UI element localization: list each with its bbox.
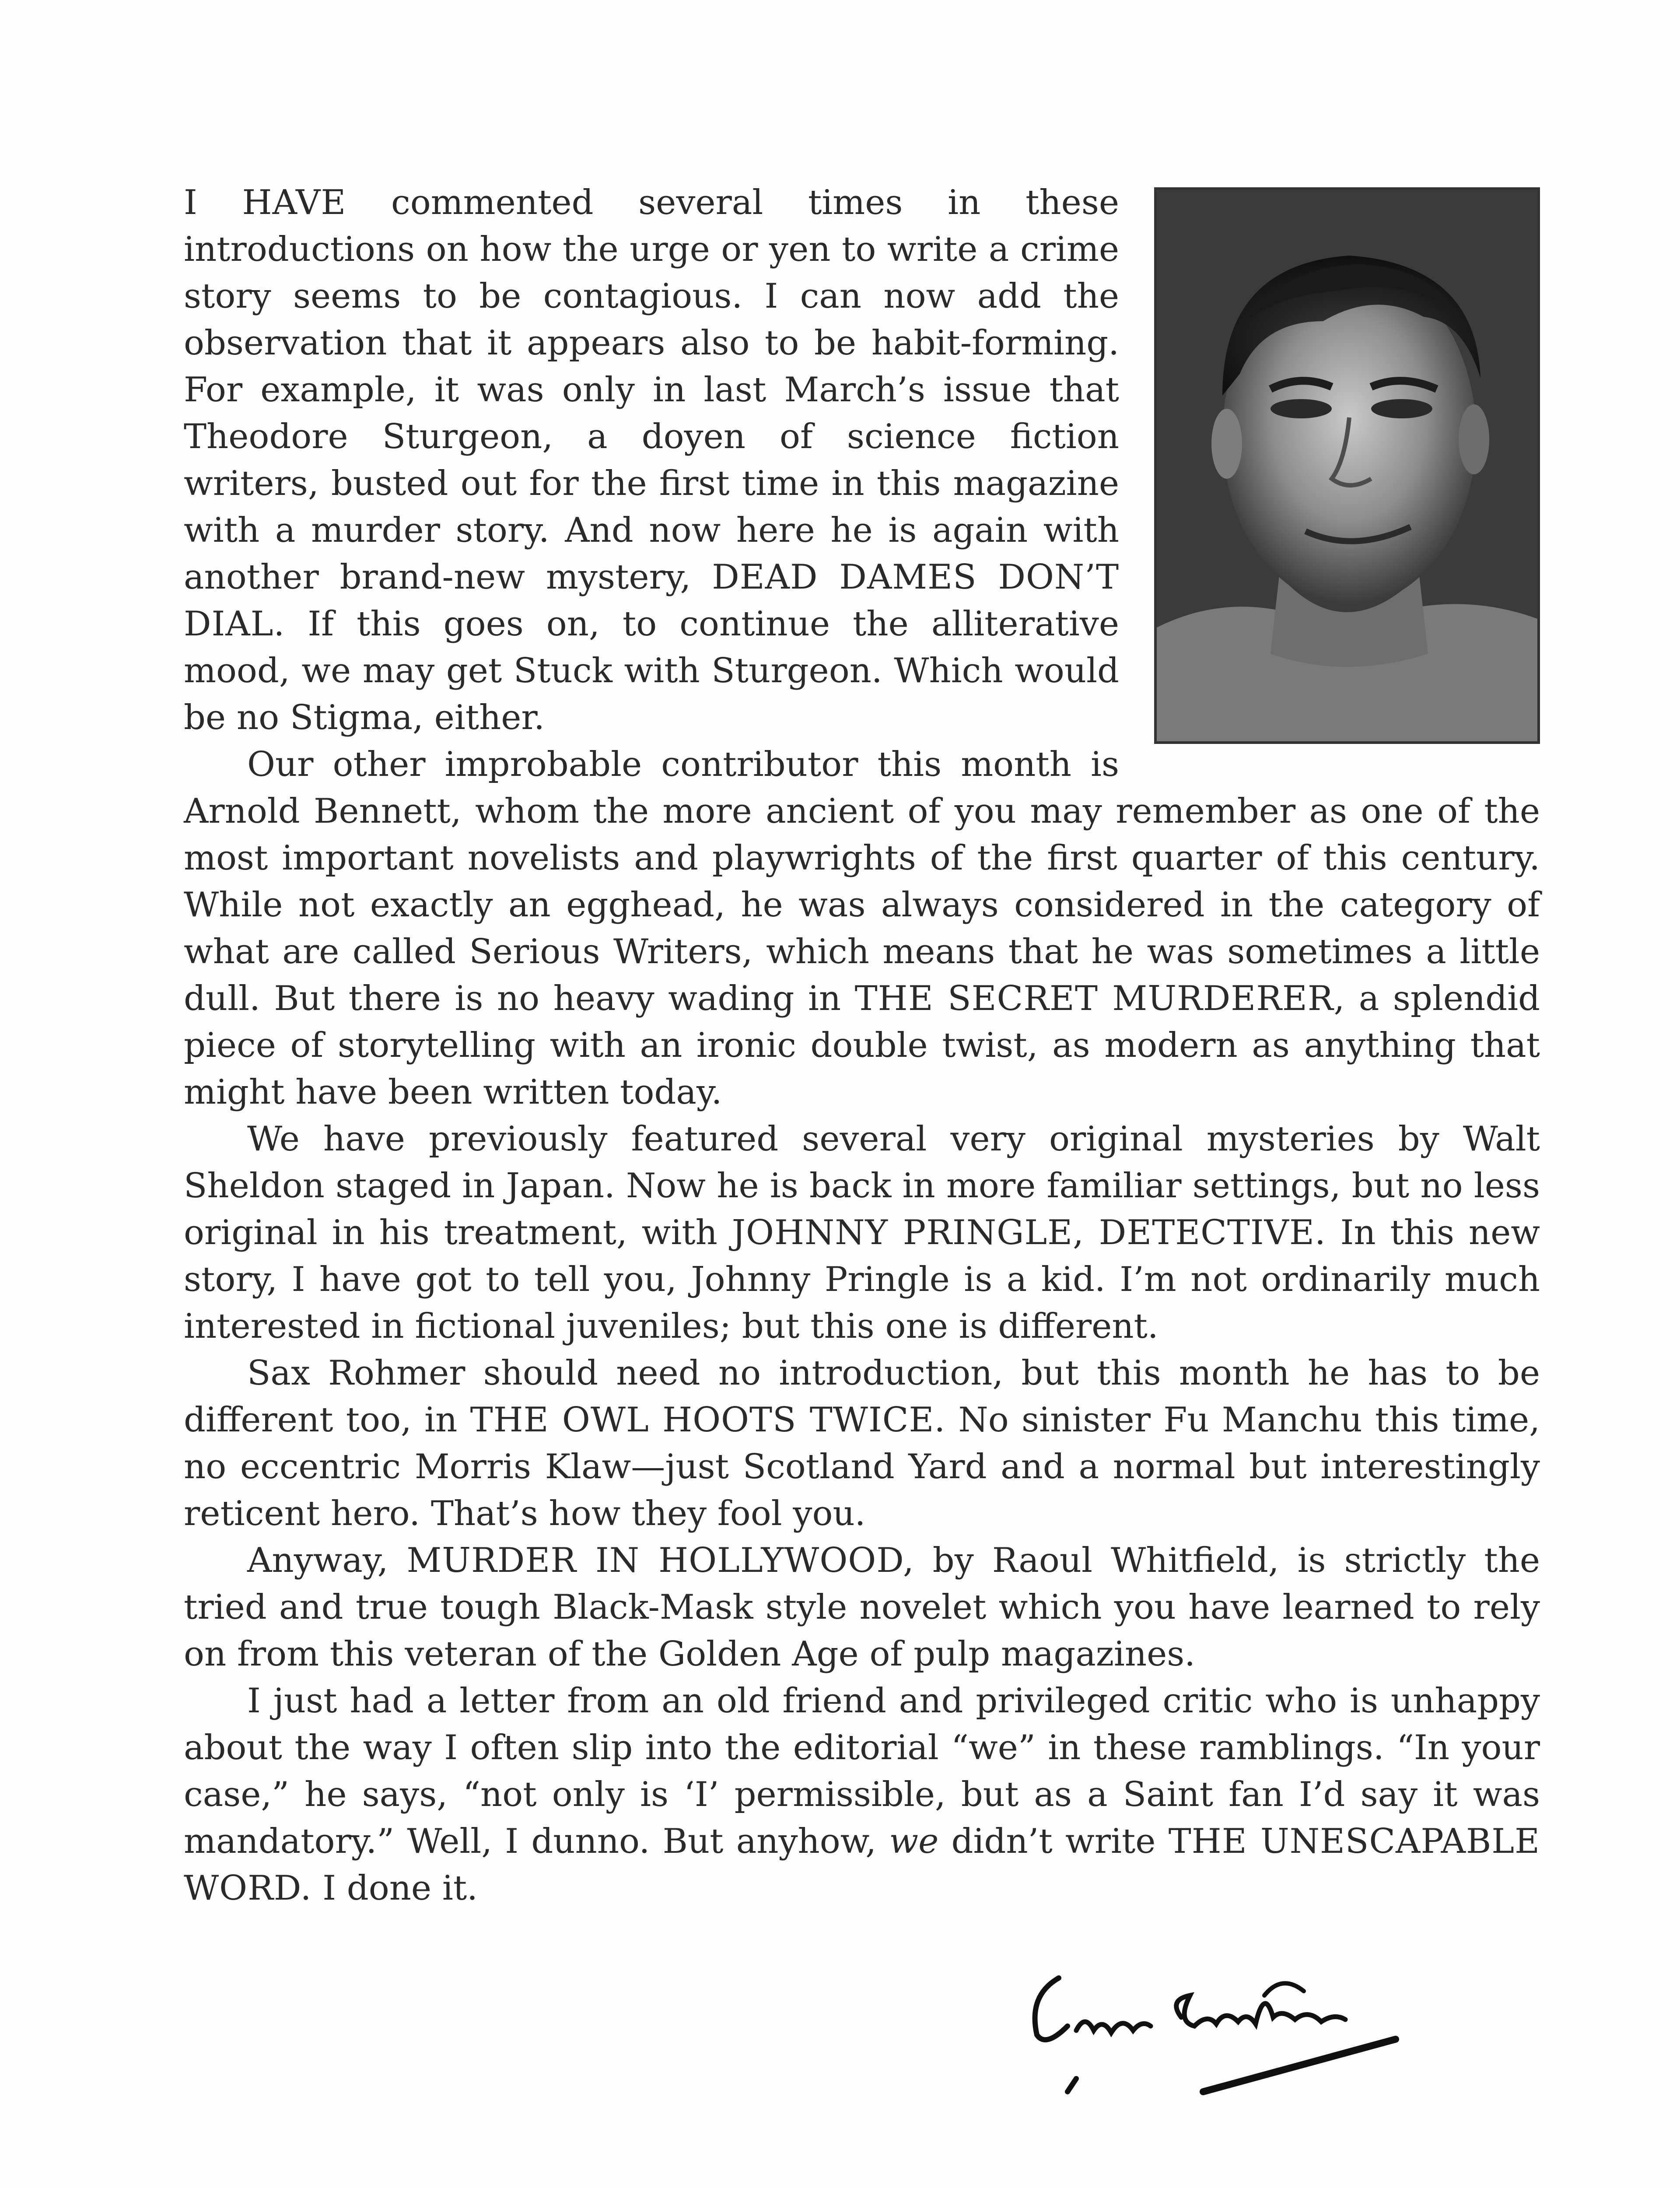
story-title: JOHNNY PRINGLE, DETECTIVE. xyxy=(732,1213,1326,1252)
signature-mark xyxy=(1019,1960,1439,2162)
handwritten-signature xyxy=(1019,1960,1439,2162)
paragraph-text: Sax Rohmer should need no introduction, but this month he has to be different too, in xyxy=(184,1353,1540,1440)
paragraph-rohmer xyxy=(184,1350,1540,1537)
paragraph-text: commented several times in these introductions on how the urge or yen to write a crime story seems to be contagious. I can now add the observation that it appears also to be habit-forming. For example, it was only in last March’s issue that Theodore Sturgeon, a doyen of science fiction writers, busted out for the first time in this magazine with a murder story. And now here he is again with another brand-new mystery, xyxy=(184,183,1120,597)
editorial-introduction xyxy=(184,179,1540,1912)
paragraph-text: We have previously featured several very original mysteries by Walt Sheldon staged in Japan. Now he is back in more familiar settings, but no less original in his treatment, with xyxy=(184,1119,1540,1252)
paragraph-closing xyxy=(184,1678,1540,1912)
paragraph-text: by Raoul Whitfield, is strictly the tried and true tough Black-Mask style novelet which you have learned to rely on from this veteran of the Golden Age of pulp magazines. xyxy=(184,1541,1540,1674)
paragraph-text: No sinister Fu Manchu this time, no eccentric Morris Klaw—just Scotland Yard and a normal but interestingly reticent hero. That’s how they fool you. xyxy=(184,1400,1540,1533)
dropcap-word: I xyxy=(184,183,197,222)
paragraph-text: In this new story, I have got to tell you, Johnny Pringle is a kid. I’m not ordinarily much interested in fictional juveniles; but this one is different. xyxy=(184,1213,1540,1346)
story-title: THE UNESCAPABLE WORD. xyxy=(184,1822,1540,1908)
story-title: MURDER IN HOLLYWOOD, xyxy=(406,1541,914,1580)
story-title: DEAD DAMES DON’T DIAL. xyxy=(184,558,1119,644)
story-title: THE SECRET MURDERER, xyxy=(854,979,1345,1018)
italic-we: we xyxy=(889,1822,939,1861)
paragraph-text: If this goes on, to continue the alliterative mood, we may get Stuck with Sturgeon. Which would be no Stigma, either. xyxy=(184,604,1119,737)
paragraph-text: didn’t write xyxy=(951,1822,1156,1861)
paragraph-text: a splendid piece of storytelling with an ironic double twist, as modern as anything that might have been written today. xyxy=(184,979,1540,1112)
paragraph-whitfield xyxy=(184,1537,1540,1678)
lead-caps-word: HAVE xyxy=(242,183,346,222)
portrait-illustration xyxy=(1157,190,1537,741)
paragraph-text: I done it. xyxy=(322,1869,478,1908)
paragraph-sheldon xyxy=(184,1116,1540,1350)
paragraph-bennett xyxy=(184,741,1540,1116)
paragraph-text: Anyway, xyxy=(247,1541,388,1580)
author-portrait-photo xyxy=(1154,187,1540,744)
paragraph-text: I just had a letter from an old friend and privileged critic who is unhappy about the way I often slip into the editorial “we” in these ramblings. “In your case,” he says, “not only is ‘I’ permissible, but as a Saint fan I’d say it was mandatory.” Well, I dunno. But anyhow, xyxy=(184,1681,1540,1861)
story-title: THE OWL HOOTS TWICE. xyxy=(470,1400,946,1440)
paragraph-text: Our other improbable contributor this month is Arnold Bennett, whom the more ancient of you may remember as one of the most important novelists and playwrights of the first quarter of this century. While not exactly an egghead, he was always considered in the category of what are called Serious Writers, which means that he was sometimes a little dull. But there is no heavy wading in xyxy=(184,745,1540,1018)
